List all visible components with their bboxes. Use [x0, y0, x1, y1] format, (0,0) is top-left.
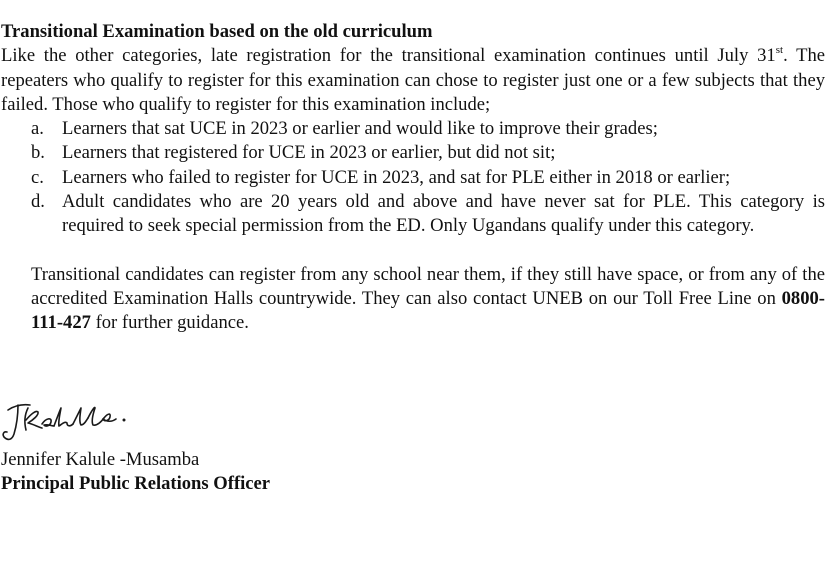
guidance-text: Transitional candidates can register from any school near them, if they still have space, or from any of the accredited Examination Halls countrywide. They can also contact UNEB on our Toll Free Line on — [31, 263, 825, 309]
intro-paragraph — [1, 44, 825, 117]
list-item — [1, 166, 825, 190]
intro-superscript: st — [775, 44, 784, 57]
section-heading: Transitional Examination based on the old curriculum — [1, 21, 433, 42]
list-item-text: Learners who failed to register for UCE in 2023, and sat for PLE either in 2018 or earlier; — [62, 166, 731, 188]
list-item-text: Learners that sat UCE in 2023 or earlier and would like to improve their grades; — [62, 118, 658, 140]
list-item-marker: c. — [31, 166, 44, 188]
guidance-paragraph — [31, 263, 825, 336]
intro-text-start: Like the other categories, late registration for the transitional examination continues until July 31 — [1, 45, 776, 67]
signatory-name: Jennifer Kalule -Musamba — [1, 449, 200, 470]
list-item-text: Learners that registered for UCE in 2023 or earlier, but did not sit; — [62, 142, 556, 164]
signatory-block — [1, 448, 270, 497]
list-item-marker: d. — [31, 191, 45, 213]
list-item — [1, 190, 825, 239]
intro-text-end: . The repeaters who qualify to register for this examination can chose to register just one or a few subjects that they failed. Those who qualify to register for this examination include; — [1, 45, 825, 115]
guidance-text-end: for further guidance. — [90, 312, 249, 334]
list-item — [1, 117, 825, 141]
list-item — [1, 141, 825, 165]
list-item-marker: b. — [31, 142, 45, 164]
document-body — [1, 20, 825, 336]
list-item-text: Adult candidates who are 20 years old and above and have never sat for PLE. This category is required to seek special permission from the ED. Only Ugandans qualify under this category. — [62, 191, 825, 237]
toll-free-number: 0800-111-427 — [31, 287, 825, 334]
list-item-marker: a. — [31, 118, 44, 140]
handwritten-signature — [0, 394, 140, 446]
eligibility-list — [1, 117, 825, 238]
signatory-title: Principal Public Relations Officer — [1, 473, 271, 495]
